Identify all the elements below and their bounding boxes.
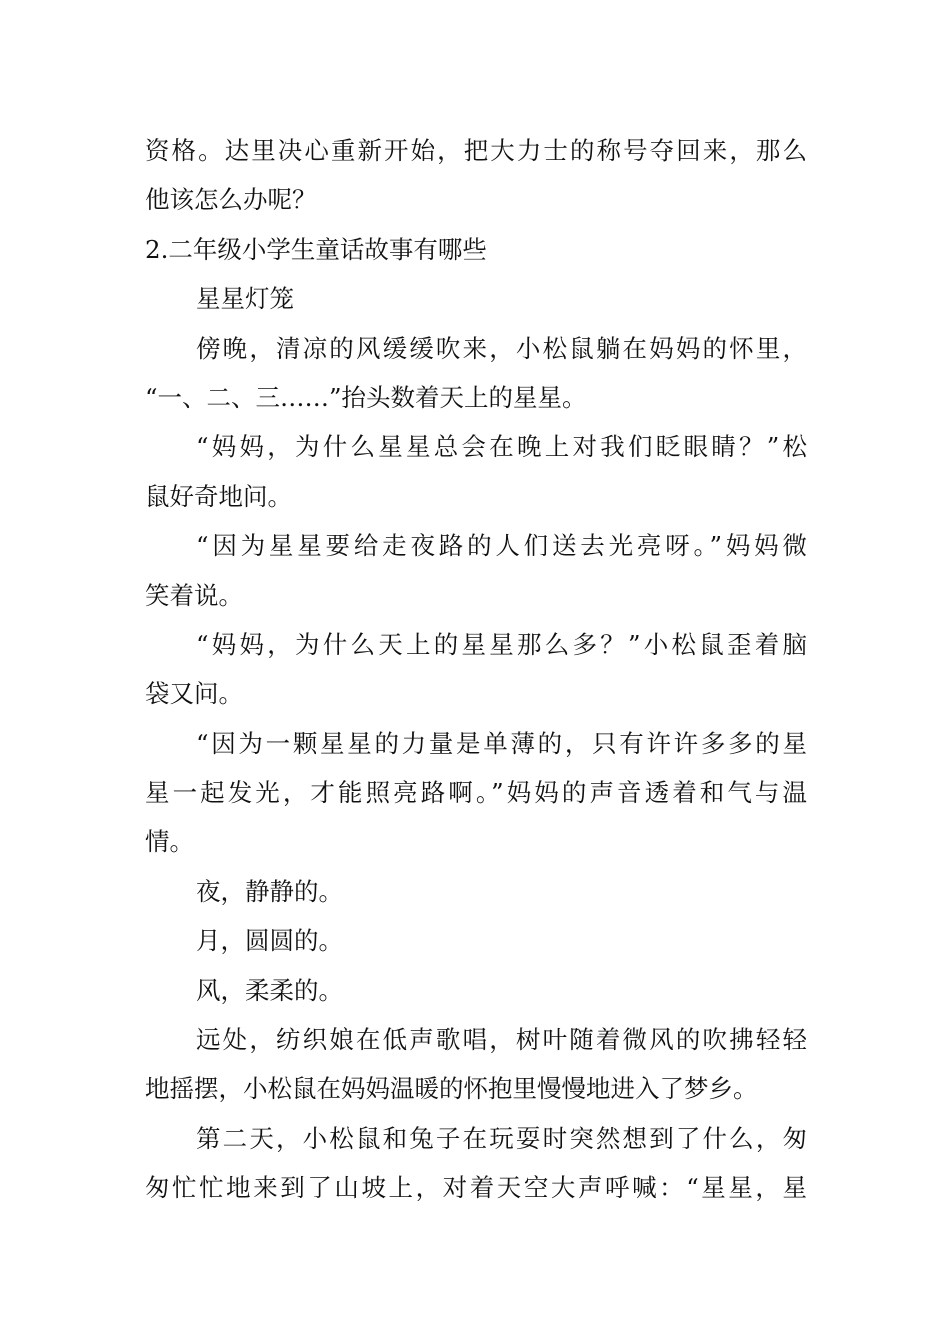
text-line: 夜，静静的。 [196, 876, 343, 906]
text-line: 远处，纺织娘在低声歌唱，树叶随着微风的吹拂轻轻 [196, 1025, 807, 1055]
text-line: 匆忙忙地来到了山坡上，对着天空大声呼喊：“星星，星 [145, 1173, 807, 1203]
section-heading: 2.二年级小学生童话故事有哪些 [145, 234, 487, 264]
text-line: 风，柔柔的。 [196, 975, 343, 1005]
text-line: “因为一颗星星的力量是单薄的，只有许许多多的星 [196, 728, 807, 758]
story-title: 星星灯笼 [196, 284, 294, 314]
text-line: 傍晚，清凉的风缓缓吹来，小松鼠躺在妈妈的怀里， [196, 333, 807, 363]
text-line: 袋又问。 [145, 679, 243, 709]
text-line: 月，圆圆的。 [196, 926, 343, 956]
text-line: 第二天，小松鼠和兔子在玩耍时突然想到了什么，匆 [196, 1123, 807, 1153]
text-line: 情。 [145, 827, 194, 857]
text-line: “妈妈，为什么天上的星星那么多？”小松鼠歪着脑 [196, 629, 807, 659]
text-line: 鼠好奇地问。 [145, 481, 292, 511]
text-line: 资格。达里决心重新开始，把大力士的称号夺回来，那么 [145, 136, 807, 165]
text-line: 笑着说。 [145, 580, 243, 610]
text-line: “因为星星要给走夜路的人们送去光亮呀。”妈妈微 [196, 531, 807, 561]
text-line: 星一起发光，才能照亮路啊。”妈妈的声音透着和气与温 [145, 778, 807, 808]
text-line: 地摇摆，小松鼠在妈妈温暖的怀抱里慢慢地进入了梦乡。 [145, 1074, 758, 1104]
text-line: 他该怎么办呢？ [145, 185, 317, 215]
text-line: “一、二、三……”抬头数着天上的星星。 [145, 382, 587, 412]
text-line: “妈妈，为什么星星总会在晚上对我们眨眼睛？”松 [196, 432, 807, 462]
document-page [145, 126, 807, 1213]
